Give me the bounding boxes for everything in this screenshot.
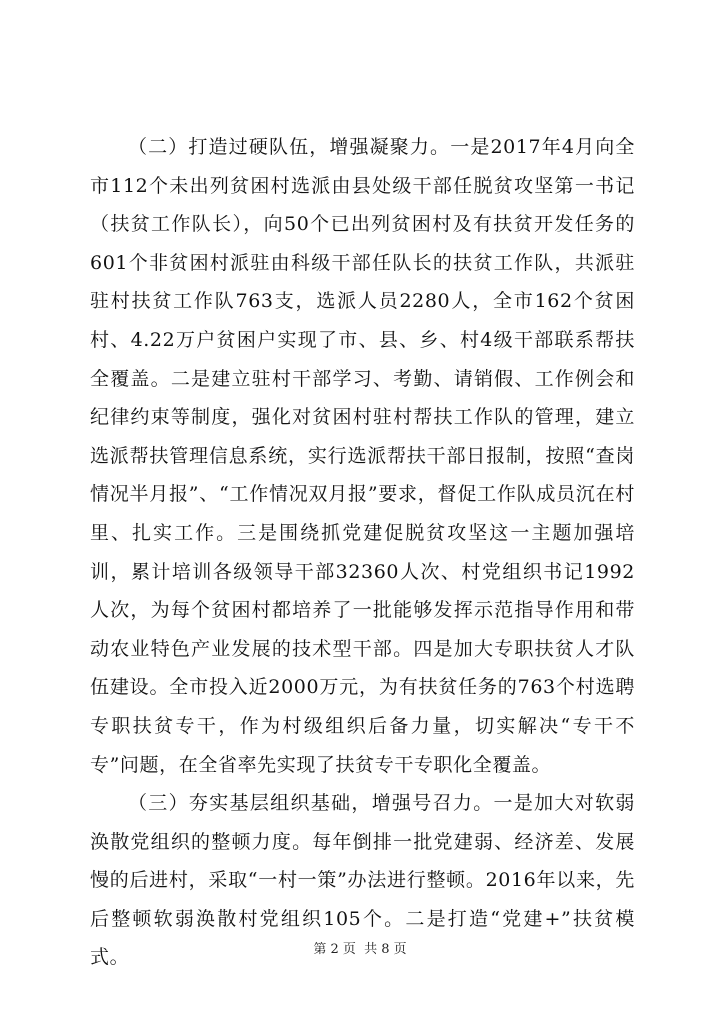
paragraph-section-three: （三）夯实基层组织基础，增强号召力。一是加大对软弱涣散党组织的整顿力度。每年倒排一批党建弱、经济差、发展慢的后进村，采取“一村一策”办法进行整顿。2016年以来，先后整顿软弱涣散村党组织105个。二是打造“党建+”扶贫模式。 [90,792,635,969]
page-number: 第 2 页 [313,942,356,957]
page-total: 共 8 页 [364,942,407,957]
document-body [90,128,635,977]
paragraph-section-two: （二）打造过硬队伍，增强凝聚力。一是2017年4月向全市112个未出列贫困村选派由县处级干部任脱贫攻坚第一书记（扶贫工作队长），向50个已出列贫困村及有扶贫开发任务的601个非贫困村派驻由科级干部任队长的扶贫工作队，共派驻驻村扶贫工作队763支，选派人员2280人，全市162个贫困村、4.22万户贫困户实现了市、县、乡、村4级干部联系帮扶全覆盖。二是建立驻村干部学习、考勤、请销假、工作例会和纪律约束等制度，强化对贫困村驻村帮扶工作队的管理，建立选派帮扶管理信息系统，实行选派帮扶干部日报制，按照“查岗情况半月报”、“工作情况双月报”要求，督促工作队成员沉在村里、扎实工作。三是围绕抓党建促脱贫攻坚这一主题加强培训，累计培训各级领导干部32360人次、村党组织书记1992人次，为每个贫困村都培养了一批能够发挥示范指导作用和带动农业特色产业发展的技术型干部。四是加大专职扶贫人才队伍建设。全市投入近2000万元，为有扶贫任务的763个村选聘专职扶贫专干，作为村级组织后备力量，切实解决“专干不专”问题，在全省率先实现了扶贫专干专职化全覆盖。 [90,136,635,776]
page-footer [0,938,720,957]
